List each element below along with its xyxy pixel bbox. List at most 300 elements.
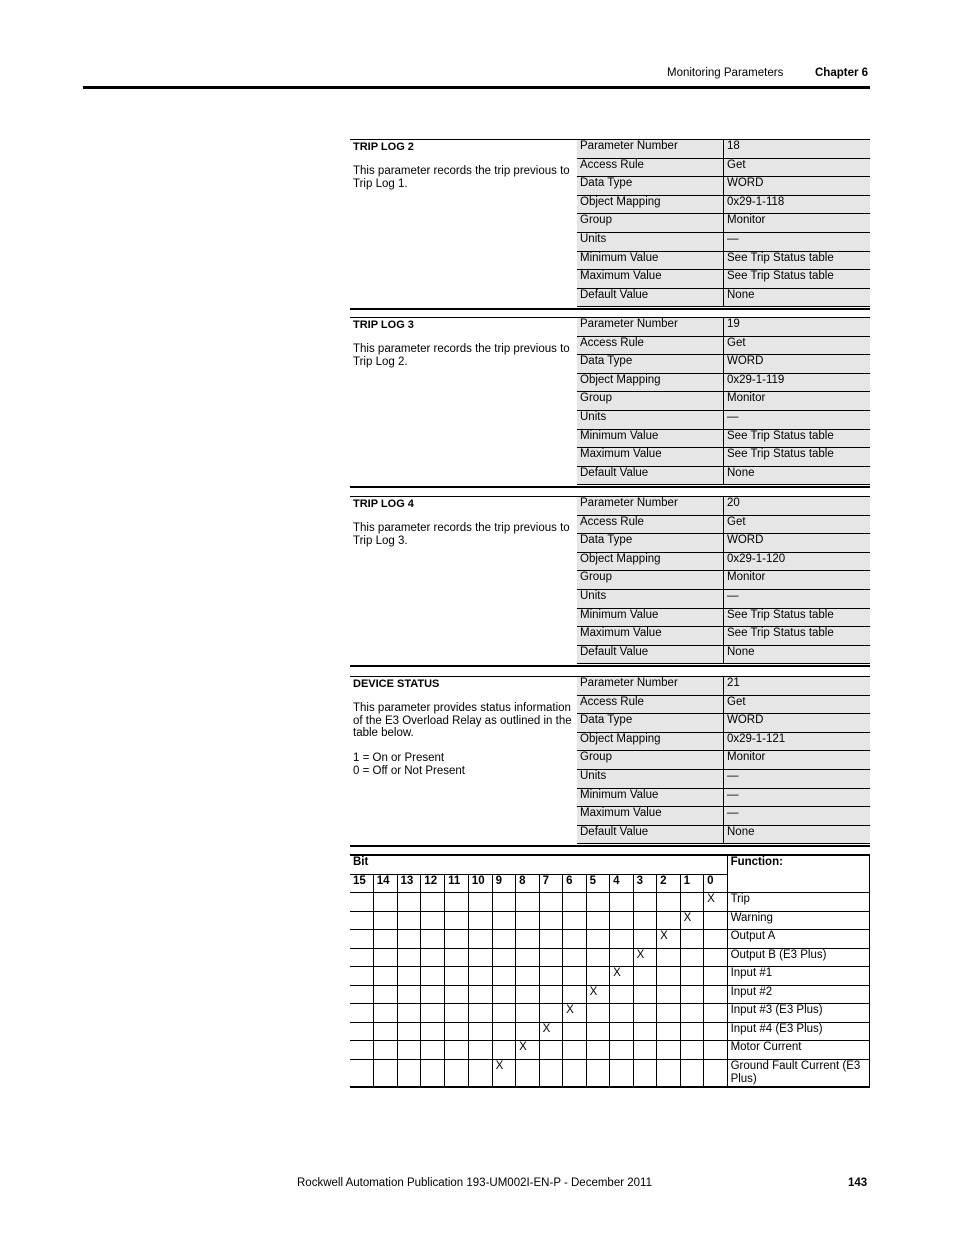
bit-cell <box>492 911 516 930</box>
bit-cell <box>563 948 587 967</box>
bit-cell <box>633 911 657 930</box>
bit-cell <box>468 1059 492 1087</box>
property-value: 19 <box>724 318 871 336</box>
property-value: 0x29-1-121 <box>724 732 871 751</box>
device-status-bit-table <box>350 854 870 1088</box>
property-label: Parameter Number <box>577 497 724 515</box>
bit-cell <box>563 930 587 949</box>
bit-cell <box>468 985 492 1004</box>
property-label: Object Mapping <box>577 552 724 571</box>
property-value: None <box>724 825 871 844</box>
bit-cell <box>468 1022 492 1041</box>
bit-cell <box>468 893 492 912</box>
bit-cell <box>680 1022 704 1041</box>
table-row <box>577 645 870 664</box>
parameter-name: DEVICE STATUS <box>353 678 440 690</box>
property-label: Default Value <box>577 645 724 664</box>
property-value: Get <box>724 515 871 534</box>
table-row <box>577 373 870 392</box>
bit-number: 3 <box>633 874 657 893</box>
property-label: Object Mapping <box>577 373 724 392</box>
bit-number: 15 <box>350 874 373 893</box>
bit-cell: X <box>492 1059 516 1087</box>
bit-cell <box>657 967 681 986</box>
bit-cell <box>657 911 681 930</box>
bit-cell: X <box>586 985 610 1004</box>
bit-cell <box>468 911 492 930</box>
table-row <box>577 466 870 485</box>
bit-cell <box>610 1004 634 1023</box>
property-value: — <box>724 232 871 251</box>
bit-cell <box>633 985 657 1004</box>
bit-cell <box>539 893 563 912</box>
property-label: Access Rule <box>577 515 724 534</box>
bit-cell <box>633 930 657 949</box>
property-value: — <box>724 807 871 826</box>
property-value: Get <box>724 695 871 714</box>
bit-cell <box>421 967 445 986</box>
bit-cell <box>397 967 421 986</box>
bit-number: 6 <box>563 874 587 893</box>
bit-cell <box>563 1022 587 1041</box>
bit-number: 8 <box>516 874 540 893</box>
property-value: WORD <box>724 177 871 196</box>
bit-cell <box>492 967 516 986</box>
header-rule <box>83 86 870 89</box>
bit-cell <box>586 911 610 930</box>
property-label: Default Value <box>577 288 724 307</box>
table-row <box>577 608 870 627</box>
bit-cell <box>492 948 516 967</box>
table-row <box>577 751 870 770</box>
bit-cell <box>586 948 610 967</box>
bit-cell <box>421 985 445 1004</box>
header-section-title: Monitoring Parameters <box>667 67 784 79</box>
parameter-block <box>350 317 870 488</box>
table-row <box>577 288 870 307</box>
bit-cell <box>657 1004 681 1023</box>
property-label: Group <box>577 392 724 411</box>
property-value: Monitor <box>724 392 871 411</box>
bit-cell <box>350 1041 373 1060</box>
bit-cell <box>373 985 397 1004</box>
bit-cell <box>373 1022 397 1041</box>
bit-cell <box>397 893 421 912</box>
bit-cell <box>610 930 634 949</box>
bit-cell <box>563 1041 587 1060</box>
property-value: Monitor <box>724 214 871 233</box>
property-value: None <box>724 645 871 664</box>
bit-cell <box>445 967 469 986</box>
bit-header: Bit <box>350 855 727 874</box>
bit-cell <box>539 911 563 930</box>
parameter-summary <box>350 677 576 778</box>
bit-cell <box>492 985 516 1004</box>
property-label: Maximum Value <box>577 627 724 646</box>
table-row <box>577 695 870 714</box>
bit-cell <box>610 948 634 967</box>
property-value: 0x29-1-119 <box>724 373 871 392</box>
property-value: — <box>724 410 871 429</box>
parameter-block <box>350 139 870 310</box>
property-label: Object Mapping <box>577 732 724 751</box>
table-row <box>577 429 870 448</box>
table-row <box>577 515 870 534</box>
property-label: Units <box>577 589 724 608</box>
bit-cell <box>421 930 445 949</box>
bit-cell <box>586 967 610 986</box>
footer-publication: Rockwell Automation Publication 193-UM002I-EN-P - December 2011 <box>297 1177 652 1189</box>
table-row <box>577 195 870 214</box>
function-cell: Motor Current <box>727 1041 869 1060</box>
property-label: Data Type <box>577 534 724 553</box>
parameter-name: TRIP LOG 3 <box>353 319 414 331</box>
property-label: Units <box>577 232 724 251</box>
bit-cell <box>516 1059 540 1087</box>
table-row <box>577 214 870 233</box>
bit-cell <box>373 911 397 930</box>
bit-cell <box>680 1004 704 1023</box>
parameter-summary <box>350 318 576 369</box>
bit-cell <box>516 1004 540 1023</box>
bit-cell <box>657 893 681 912</box>
bit-cell <box>373 948 397 967</box>
bit-number: 9 <box>492 874 516 893</box>
property-value: — <box>724 788 871 807</box>
bit-cell <box>633 1041 657 1060</box>
footer-page-number: 143 <box>848 1177 868 1189</box>
bit-cell <box>610 911 634 930</box>
property-label: Minimum Value <box>577 788 724 807</box>
bit-cell <box>350 893 373 912</box>
bit-cell <box>680 893 704 912</box>
table-row <box>350 948 870 967</box>
function-cell: Trip <box>727 893 869 912</box>
property-value: See Trip Status table <box>724 429 871 448</box>
bit-number: 12 <box>421 874 445 893</box>
bit-cell <box>373 893 397 912</box>
bit-cell <box>586 1059 610 1087</box>
property-label: Units <box>577 410 724 429</box>
bit-cell <box>563 911 587 930</box>
bit-cell <box>397 911 421 930</box>
bit-cell <box>704 1041 728 1060</box>
bit-cell <box>350 1004 373 1023</box>
function-cell: Warning <box>727 911 869 930</box>
bit-cell <box>421 948 445 967</box>
bit-cell <box>468 1004 492 1023</box>
bit-cell <box>421 1004 445 1023</box>
table-row <box>577 571 870 590</box>
parameter-description: This parameter records the trip previous to Trip Log 2. <box>353 343 570 368</box>
table-row <box>577 589 870 608</box>
bit-cell <box>539 1004 563 1023</box>
bit-cell <box>680 1041 704 1060</box>
property-value: None <box>724 466 871 485</box>
parameter-description: This parameter records the trip previous to Trip Log 3. <box>353 522 570 547</box>
bit-cell <box>704 1059 728 1087</box>
property-label: Minimum Value <box>577 429 724 448</box>
bit-cell <box>680 1059 704 1087</box>
bit-number: 0 <box>704 874 728 893</box>
bit-number: 13 <box>397 874 421 893</box>
parameter-summary <box>350 140 576 191</box>
table-row <box>350 967 870 986</box>
bit-cell <box>516 930 540 949</box>
table-row <box>577 355 870 374</box>
property-label: Default Value <box>577 466 724 485</box>
bit-number: 14 <box>373 874 397 893</box>
property-label: Parameter Number <box>577 318 724 336</box>
bit-cell <box>397 1022 421 1041</box>
parameter-block <box>350 496 870 667</box>
bit-cell <box>633 1059 657 1087</box>
bit-cell <box>516 948 540 967</box>
bit-cell <box>539 985 563 1004</box>
bit-cell <box>445 1041 469 1060</box>
table-row <box>577 714 870 733</box>
table-row <box>577 392 870 411</box>
property-value: Get <box>724 158 871 177</box>
bit-cell <box>468 948 492 967</box>
bit-cell <box>586 930 610 949</box>
table-row <box>350 1004 870 1023</box>
bit-cell <box>445 985 469 1004</box>
function-cell: Output B (E3 Plus) <box>727 948 869 967</box>
bit-cell <box>516 985 540 1004</box>
bit-cell <box>633 1022 657 1041</box>
bit-cell <box>445 948 469 967</box>
property-value: See Trip Status table <box>724 448 871 467</box>
bit-cell <box>397 948 421 967</box>
table-row <box>577 270 870 289</box>
property-value: WORD <box>724 714 871 733</box>
table-row <box>577 825 870 844</box>
parameter-properties-table <box>577 140 870 307</box>
bit-cell <box>373 1059 397 1087</box>
bit-cell <box>680 930 704 949</box>
property-label: Parameter Number <box>577 140 724 158</box>
property-value: 20 <box>724 497 871 515</box>
bit-cell <box>539 1059 563 1087</box>
table-row <box>577 336 870 355</box>
bit-cell <box>704 1022 728 1041</box>
bit-cell: X <box>539 1022 563 1041</box>
bit-cell <box>586 1022 610 1041</box>
bit-cell <box>445 1004 469 1023</box>
bit-cell <box>492 893 516 912</box>
property-value: 21 <box>724 677 871 695</box>
property-value: See Trip Status table <box>724 251 871 270</box>
bit-cell <box>492 1004 516 1023</box>
bit-cell <box>704 1004 728 1023</box>
property-value: 18 <box>724 140 871 158</box>
table-row <box>350 930 870 949</box>
property-label: Data Type <box>577 714 724 733</box>
bit-cell <box>397 1059 421 1087</box>
table-row <box>350 1041 870 1060</box>
property-value: WORD <box>724 534 871 553</box>
table-row <box>577 769 870 788</box>
bit-cell <box>492 930 516 949</box>
table-row <box>350 893 870 912</box>
bit-number: 10 <box>468 874 492 893</box>
bit-cell <box>445 1022 469 1041</box>
bit-cell <box>610 1022 634 1041</box>
table-row <box>577 232 870 251</box>
property-label: Group <box>577 571 724 590</box>
bit-cell <box>516 1022 540 1041</box>
bit-cell <box>397 1041 421 1060</box>
table-header-row <box>350 855 870 874</box>
property-label: Object Mapping <box>577 195 724 214</box>
property-label: Access Rule <box>577 336 724 355</box>
bit-cell <box>704 985 728 1004</box>
property-value: See Trip Status table <box>724 627 871 646</box>
bit-cell <box>586 1004 610 1023</box>
bit-cell <box>563 1059 587 1087</box>
bit-cell <box>563 893 587 912</box>
bit-cell <box>468 1041 492 1060</box>
table-row <box>577 410 870 429</box>
table-row <box>577 552 870 571</box>
bit-cell <box>421 1041 445 1060</box>
bit-cell <box>610 1059 634 1087</box>
bit-cell <box>680 985 704 1004</box>
bit-cell: X <box>610 967 634 986</box>
table-row <box>350 1059 870 1087</box>
property-value: — <box>724 589 871 608</box>
parameter-properties-table <box>577 318 870 485</box>
bit-cell <box>350 967 373 986</box>
bit-cell <box>397 1004 421 1023</box>
parameter-description: This parameter records the trip previous to Trip Log 1. <box>353 165 570 190</box>
bit-cell <box>539 930 563 949</box>
bit-cell <box>657 985 681 1004</box>
table-row <box>577 158 870 177</box>
bit-cell <box>704 948 728 967</box>
table-row <box>577 534 870 553</box>
property-label: Default Value <box>577 825 724 844</box>
bit-cell <box>445 1059 469 1087</box>
bit-cell <box>610 1041 634 1060</box>
bit-cell <box>421 1059 445 1087</box>
bit-cell <box>373 1041 397 1060</box>
table-row <box>577 788 870 807</box>
bit-cell <box>445 911 469 930</box>
property-label: Group <box>577 751 724 770</box>
bit-cell <box>516 911 540 930</box>
parameter-summary <box>350 497 576 548</box>
property-value: Monitor <box>724 751 871 770</box>
property-label: Group <box>577 214 724 233</box>
bit-cell <box>421 911 445 930</box>
property-value: Monitor <box>724 571 871 590</box>
bit-cell <box>445 893 469 912</box>
property-value: 0x29-1-120 <box>724 552 871 571</box>
property-label: Data Type <box>577 177 724 196</box>
property-label: Data Type <box>577 355 724 374</box>
property-label: Access Rule <box>577 695 724 714</box>
bit-cell <box>350 911 373 930</box>
bit-cell <box>421 1022 445 1041</box>
bit-cell <box>373 930 397 949</box>
table-row <box>577 807 870 826</box>
table-row <box>577 448 870 467</box>
property-label: Units <box>577 769 724 788</box>
bit-cell <box>680 948 704 967</box>
bit-cell: X <box>657 930 681 949</box>
function-cell: Input #4 (E3 Plus) <box>727 1022 869 1041</box>
bit-cell <box>492 1022 516 1041</box>
bit-cell: X <box>680 911 704 930</box>
table-row <box>577 140 870 158</box>
bit-cell <box>539 1041 563 1060</box>
table-row <box>577 677 870 695</box>
bit-cell <box>350 1022 373 1041</box>
function-header: Function: <box>727 855 869 893</box>
bit-cell: X <box>516 1041 540 1060</box>
parameter-block <box>350 676 870 847</box>
bit-cell: X <box>563 1004 587 1023</box>
bit-cell <box>445 930 469 949</box>
property-value: See Trip Status table <box>724 270 871 289</box>
bit-cell <box>704 967 728 986</box>
property-label: Minimum Value <box>577 251 724 270</box>
bit-cell <box>539 948 563 967</box>
bit-cell <box>704 911 728 930</box>
property-value: Get <box>724 336 871 355</box>
table-row <box>350 1022 870 1041</box>
bit-cell <box>397 985 421 1004</box>
bit-cell <box>657 1022 681 1041</box>
bit-cell: X <box>633 948 657 967</box>
bit-cell <box>397 930 421 949</box>
bit-cell <box>516 967 540 986</box>
parameter-name: TRIP LOG 4 <box>353 498 414 510</box>
bit-cell <box>657 1041 681 1060</box>
table-row <box>577 251 870 270</box>
function-cell: Output A <box>727 930 869 949</box>
header-chapter: Chapter 6 <box>815 67 869 79</box>
bit-cell <box>610 985 634 1004</box>
property-label: Maximum Value <box>577 448 724 467</box>
bit-cell: X <box>704 893 728 912</box>
bit-cell <box>586 1041 610 1060</box>
property-label: Maximum Value <box>577 270 724 289</box>
table-row <box>577 627 870 646</box>
table-row <box>577 318 870 336</box>
property-value: 0x29-1-118 <box>724 195 871 214</box>
bit-cell <box>373 1004 397 1023</box>
property-value: See Trip Status table <box>724 608 871 627</box>
bit-cell <box>633 967 657 986</box>
bit-number: 2 <box>657 874 681 893</box>
bit-cell <box>421 893 445 912</box>
table-row <box>577 732 870 751</box>
property-value: None <box>724 288 871 307</box>
bit-cell <box>350 985 373 1004</box>
bit-cell <box>492 1041 516 1060</box>
bit-number: 5 <box>586 874 610 893</box>
bit-cell <box>657 1059 681 1087</box>
bit-cell <box>563 985 587 1004</box>
bit-cell <box>373 967 397 986</box>
property-label: Parameter Number <box>577 677 724 695</box>
parameter-properties-table <box>577 677 870 844</box>
bit-cell <box>586 893 610 912</box>
parameter-properties-table <box>577 497 870 664</box>
